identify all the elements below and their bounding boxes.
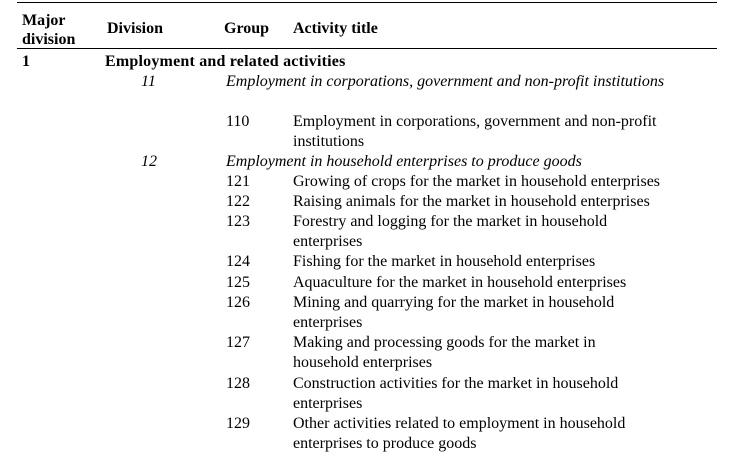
group-title: Other activities related to employment in household enterprises to produce goods [293,415,626,452]
header-major-division: Major division [22,12,76,48]
group-code: 126 [226,294,250,311]
group-code: 110 [226,113,250,130]
major-division-code: 1 [22,53,30,70]
group-code: 129 [226,415,250,432]
header-rule [17,48,717,49]
division-title: Employment in household enterprises to produce goods [226,153,582,170]
group-code: 124 [226,253,250,270]
group-code: 122 [226,193,250,210]
major-division-title: Employment and related activities [105,53,346,70]
header-group: Group [224,20,270,37]
header-division: Division [107,20,164,37]
group-title: Raising animals for the market in household enterprises [293,193,650,210]
division-code: 11 [141,73,156,90]
group-code: 127 [226,334,250,351]
group-code: 121 [226,173,250,190]
group-title: Forestry and logging for the market in household enterprises [293,213,608,250]
header-activity-title: Activity title [293,20,378,37]
group-code: 125 [226,274,250,291]
group-title: Making and processing goods for the market in household enterprises [293,334,596,371]
group-title: Mining and quarrying for the market in household enterprises [293,294,615,331]
top-rule [17,2,717,3]
group-title: Growing of crops for the market in household enterprises [293,173,661,190]
group-title: Fishing for the market in household enterprises [293,253,596,270]
division-code: 12 [141,153,157,170]
group-code: 128 [226,375,250,392]
group-title: Employment in corporations, government and non-profit institutions [293,113,657,150]
division-title: Employment in corporations, government and non-profit institutions [226,73,665,90]
group-title: Aquaculture for the market in household enterprises [293,274,627,291]
group-code: 123 [226,213,250,230]
group-title: Construction activities for the market in household enterprises [293,375,619,412]
